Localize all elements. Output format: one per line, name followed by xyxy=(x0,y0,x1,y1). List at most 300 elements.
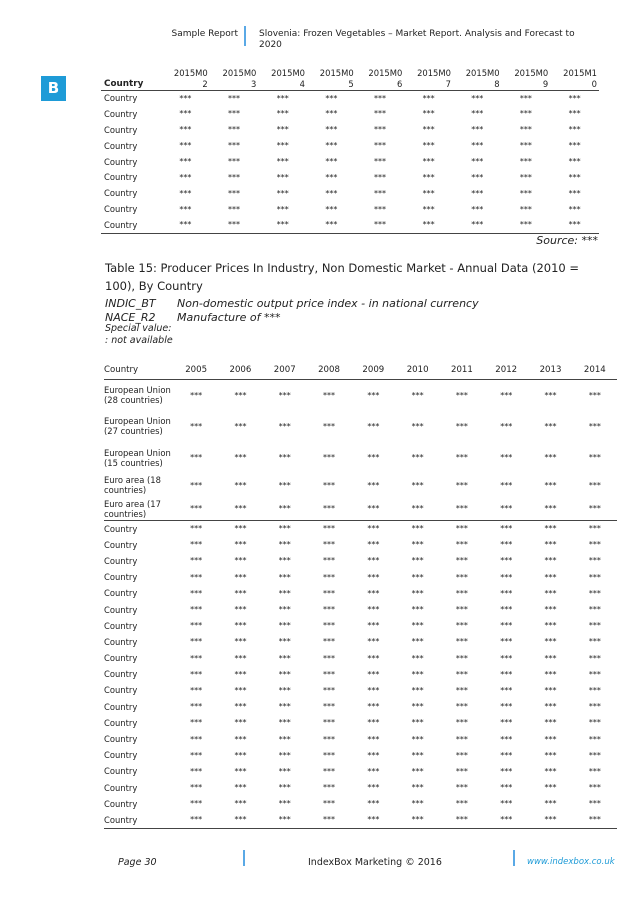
table-cell: *** xyxy=(471,141,484,151)
table-cell: *** xyxy=(323,815,336,825)
table-cell: *** xyxy=(411,480,424,490)
table-cell: *** xyxy=(325,93,338,103)
table-cell: *** xyxy=(411,540,424,550)
table-cell: *** xyxy=(588,524,601,534)
table-cell: *** xyxy=(367,702,380,712)
table-cell: *** xyxy=(411,637,424,647)
table-cell: *** xyxy=(471,157,484,166)
table-cell: *** xyxy=(471,172,484,182)
monthly-table xyxy=(101,67,599,234)
table-cell: *** xyxy=(455,421,468,431)
table-cell: *** xyxy=(411,556,424,566)
table-cell: *** xyxy=(471,188,484,198)
table-cell: *** xyxy=(422,220,435,230)
row-label: Country xyxy=(104,814,138,825)
table-cell: *** xyxy=(544,799,557,809)
table-cell: *** xyxy=(325,141,338,151)
table-cell: *** xyxy=(471,204,484,214)
table-cell: *** xyxy=(422,141,435,151)
table-cell: *** xyxy=(323,669,336,679)
table-cell: *** xyxy=(323,453,336,463)
table-cell: *** xyxy=(519,93,532,103)
table-cell: *** xyxy=(568,109,581,119)
table-row xyxy=(101,90,599,106)
table-cell: *** xyxy=(588,421,601,431)
table-cell: *** xyxy=(278,718,291,728)
table-row xyxy=(104,715,617,731)
table-cell: *** xyxy=(278,588,291,598)
table-cell: *** xyxy=(190,685,203,695)
table-cell: *** xyxy=(234,750,247,760)
table-cell: *** xyxy=(234,524,247,534)
table-cell: *** xyxy=(500,524,513,534)
table-cell: *** xyxy=(455,588,468,598)
table-cell: *** xyxy=(500,815,513,825)
table-cell: *** xyxy=(323,799,336,809)
table-cell: *** xyxy=(373,93,386,103)
table-cell: *** xyxy=(278,783,291,793)
row-label: Euro area (17 countries) xyxy=(104,498,161,519)
table-cell: *** xyxy=(367,390,380,400)
table-cell: *** xyxy=(367,480,380,490)
table-cell: *** xyxy=(190,702,203,712)
table-cell: *** xyxy=(588,556,601,566)
row-label: Country xyxy=(104,588,138,599)
row-label: Country xyxy=(104,701,138,712)
table-row xyxy=(101,217,599,233)
table-row xyxy=(104,618,617,634)
table-cell: *** xyxy=(323,390,336,400)
table-cell: *** xyxy=(367,718,380,728)
table-cell: *** xyxy=(228,93,241,103)
table-cell: *** xyxy=(422,204,435,214)
table-cell: *** xyxy=(455,524,468,534)
table-cell: *** xyxy=(500,605,513,615)
table-cell: *** xyxy=(568,141,581,151)
table-cell: *** xyxy=(500,718,513,728)
table-cell: *** xyxy=(455,669,468,679)
row-label: Country xyxy=(104,124,138,135)
month-line: 5 xyxy=(348,78,354,89)
table-title: Table 15: Producer Prices In Industry, Non Domestic Market - Annual Data (2010 = 100), By Country xyxy=(105,261,580,293)
table-cell: *** xyxy=(367,637,380,647)
table-row xyxy=(104,812,617,828)
table-cell: *** xyxy=(278,524,291,534)
table-cell: *** xyxy=(422,172,435,182)
table-cell: *** xyxy=(234,734,247,744)
table-cell: *** xyxy=(278,504,291,513)
table-cell: *** xyxy=(367,540,380,550)
table-cell: *** xyxy=(228,125,241,135)
column-header-year: 2013 xyxy=(539,365,562,376)
table-row xyxy=(104,780,617,796)
table-cell: *** xyxy=(411,588,424,598)
table-cell: *** xyxy=(455,702,468,712)
table-cell: *** xyxy=(588,621,601,631)
table-cell: *** xyxy=(544,524,557,534)
table-cell: *** xyxy=(179,157,192,166)
column-header-month xyxy=(210,67,259,90)
column-header-country: Country xyxy=(104,365,139,376)
table-cell: *** xyxy=(471,109,484,119)
table-cell: *** xyxy=(455,621,468,631)
table-cell: *** xyxy=(278,605,291,615)
row-label: Country xyxy=(104,523,138,534)
table-cell: *** xyxy=(588,815,601,825)
table-cell: *** xyxy=(278,669,291,679)
table-cell: *** xyxy=(411,783,424,793)
table-cell: *** xyxy=(190,815,203,825)
table-cell: *** xyxy=(278,702,291,712)
table-cell: *** xyxy=(500,799,513,809)
table-cell: *** xyxy=(367,572,380,582)
column-header-year: 2008 xyxy=(318,365,340,376)
table-cell: *** xyxy=(588,799,601,809)
table-cell: *** xyxy=(190,540,203,550)
table-cell: *** xyxy=(588,572,601,582)
table-cell: *** xyxy=(179,188,192,198)
table-cell: *** xyxy=(455,453,468,463)
table-cell: *** xyxy=(588,766,601,776)
table-cell: *** xyxy=(234,556,247,566)
table-cell: *** xyxy=(234,480,247,490)
table-cell: *** xyxy=(455,799,468,809)
month-line: 2015M0 xyxy=(465,67,500,78)
table-cell: *** xyxy=(588,669,601,679)
row-label: Country xyxy=(104,766,138,777)
table-cell: *** xyxy=(568,93,581,103)
header-divider xyxy=(244,26,246,46)
month-line: 2015M0 xyxy=(514,67,549,78)
table-cell: *** xyxy=(190,556,203,566)
special-values xyxy=(105,323,173,346)
indexbox-logo-icon: B xyxy=(41,76,66,101)
table-cell: *** xyxy=(323,588,336,598)
table-cell: *** xyxy=(588,734,601,744)
table-cell: *** xyxy=(179,172,192,182)
row-label: Country xyxy=(104,219,138,230)
row-label: European Union (15 countries) xyxy=(104,447,171,468)
table-cell: *** xyxy=(234,637,247,647)
table-cell: *** xyxy=(455,504,468,513)
table-cell: *** xyxy=(323,504,336,513)
table-cell: *** xyxy=(276,109,289,119)
table-cell: *** xyxy=(228,141,241,151)
table-cell: *** xyxy=(455,637,468,647)
table-cell: *** xyxy=(500,750,513,760)
meta-value: Manufacture of *** xyxy=(177,311,281,324)
column-header-month xyxy=(307,67,356,90)
table-cell: *** xyxy=(373,204,386,214)
month-line: 8 xyxy=(494,78,500,89)
row-label: Country xyxy=(104,620,138,631)
table-cell: *** xyxy=(278,453,291,463)
table-row xyxy=(104,521,617,537)
table-cell: *** xyxy=(544,702,557,712)
row-label: Country xyxy=(104,93,138,104)
table-cell: *** xyxy=(373,220,386,230)
table-cell: *** xyxy=(471,93,484,103)
table-cell: *** xyxy=(190,750,203,760)
table-row xyxy=(104,763,617,779)
table-cell: *** xyxy=(411,524,424,534)
table-cell: *** xyxy=(367,504,380,513)
table-cell: *** xyxy=(500,783,513,793)
table-cell: *** xyxy=(544,540,557,550)
table-cell: *** xyxy=(323,556,336,566)
table-cell: *** xyxy=(411,685,424,695)
table-row xyxy=(101,169,599,185)
table-cell: *** xyxy=(544,669,557,679)
table-cell: *** xyxy=(519,204,532,214)
table-cell: *** xyxy=(588,480,601,490)
row-label: Country xyxy=(104,140,138,151)
table-cell: *** xyxy=(544,637,557,647)
table-cell: *** xyxy=(568,157,581,166)
table-cell: *** xyxy=(588,750,601,760)
table-cell: *** xyxy=(190,637,203,647)
month-line: 2015M0 xyxy=(319,67,354,78)
table-cell: *** xyxy=(500,421,513,431)
table-cell: *** xyxy=(234,540,247,550)
table-cell: *** xyxy=(228,220,241,230)
table-cell: *** xyxy=(544,621,557,631)
table-cell: *** xyxy=(568,172,581,182)
table-cell: *** xyxy=(544,653,557,663)
table-cell: *** xyxy=(323,685,336,695)
table-cell: *** xyxy=(373,125,386,135)
month-line: 0 xyxy=(591,78,597,89)
table-row xyxy=(104,731,617,747)
table-row xyxy=(101,201,599,217)
column-header-month xyxy=(404,67,453,90)
table-cell: *** xyxy=(588,540,601,550)
month-line: 2015M0 xyxy=(417,67,451,78)
table-cell: *** xyxy=(234,685,247,695)
table-cell: *** xyxy=(544,421,557,431)
table-cell: *** xyxy=(367,766,380,776)
table-row xyxy=(104,666,617,682)
row-label: Country xyxy=(104,572,138,583)
table-cell: *** xyxy=(234,815,247,825)
table-cell: *** xyxy=(278,685,291,695)
table-cell: *** xyxy=(234,453,247,463)
table-cell: *** xyxy=(455,605,468,615)
table-cell: *** xyxy=(228,204,241,214)
table-cell: *** xyxy=(179,204,192,214)
table-cell: *** xyxy=(422,157,435,166)
row-label: Country xyxy=(104,782,138,793)
row-label: Country xyxy=(104,636,138,647)
table-cell: *** xyxy=(190,734,203,744)
table-cell: *** xyxy=(411,653,424,663)
month-line: 2 xyxy=(202,78,208,89)
table-cell: *** xyxy=(367,653,380,663)
table-row xyxy=(104,650,617,666)
table-row xyxy=(101,185,599,201)
table-cell: *** xyxy=(500,453,513,463)
table-cell: *** xyxy=(411,799,424,809)
table-cell: *** xyxy=(422,93,435,103)
table-cell: *** xyxy=(519,172,532,182)
table-cell: *** xyxy=(323,653,336,663)
footer-url-link[interactable]: www.indexbox.co.uk xyxy=(527,857,615,867)
table-cell: *** xyxy=(325,204,338,214)
table-cell: *** xyxy=(179,93,192,103)
column-header-year: 2005 xyxy=(185,365,208,376)
table-cell: *** xyxy=(367,524,380,534)
table-cell: *** xyxy=(276,93,289,103)
table-cell: *** xyxy=(325,157,338,166)
month-line: 6 xyxy=(396,78,403,89)
table-cell: *** xyxy=(544,750,557,760)
column-header-month xyxy=(550,67,599,90)
table-cell: *** xyxy=(190,653,203,663)
table-cell: *** xyxy=(367,669,380,679)
table-cell: *** xyxy=(373,109,386,119)
table-row xyxy=(104,474,617,498)
row-label: Country xyxy=(104,717,138,728)
table-cell: *** xyxy=(500,621,513,631)
table-cell: *** xyxy=(471,220,484,230)
table-cell: *** xyxy=(278,799,291,809)
table-cell: *** xyxy=(367,453,380,463)
table-cell: *** xyxy=(276,125,289,135)
row-label: Country xyxy=(104,734,138,745)
table-cell: *** xyxy=(190,421,203,431)
table-cell: *** xyxy=(411,734,424,744)
table-cell: *** xyxy=(323,572,336,582)
row-label: European Union (28 countries) xyxy=(104,385,171,405)
table-cell: *** xyxy=(500,556,513,566)
table-cell: *** xyxy=(234,799,247,809)
table-cell: *** xyxy=(500,766,513,776)
table-cell: *** xyxy=(455,572,468,582)
table-cell: *** xyxy=(190,390,203,400)
column-header-year: 2006 xyxy=(229,365,252,376)
header-report-label: Sample Report xyxy=(171,29,238,39)
table-cell: *** xyxy=(455,783,468,793)
table-cell: *** xyxy=(500,588,513,598)
table-cell: *** xyxy=(234,621,247,631)
table-cell: *** xyxy=(500,480,513,490)
table-cell: *** xyxy=(455,815,468,825)
column-header-year: 2014 xyxy=(583,365,606,376)
table-cell: *** xyxy=(278,621,291,631)
table-cell: *** xyxy=(455,480,468,490)
table-cell: *** xyxy=(190,453,203,463)
table-cell: *** xyxy=(422,109,435,119)
table-cell: *** xyxy=(500,572,513,582)
header-title: Slovenia: Frozen Vegetables – Market Report. Analysis and Forecast to 2020 xyxy=(259,29,575,50)
table-cell: *** xyxy=(228,188,241,198)
table-cell: *** xyxy=(544,588,557,598)
table-cell: *** xyxy=(179,109,192,119)
table-cell: *** xyxy=(500,685,513,695)
table-cell: *** xyxy=(325,220,338,230)
table-cell: *** xyxy=(179,141,192,151)
table-cell: *** xyxy=(455,540,468,550)
table-cell: *** xyxy=(568,188,581,198)
row-label: Country xyxy=(104,204,138,215)
table-cell: *** xyxy=(190,588,203,598)
table-cell: *** xyxy=(234,504,247,513)
table-cell: *** xyxy=(411,766,424,776)
table-row xyxy=(104,442,617,474)
table-cell: *** xyxy=(500,702,513,712)
table-cell: *** xyxy=(323,718,336,728)
meta-row xyxy=(105,297,479,311)
table-cell: *** xyxy=(323,524,336,534)
row-label: Country xyxy=(104,685,138,696)
table-cell: *** xyxy=(500,390,513,400)
table-cell: *** xyxy=(588,605,601,615)
table-cell: *** xyxy=(544,572,557,582)
table-row xyxy=(104,796,617,812)
table-cell: *** xyxy=(411,718,424,728)
table-cell: *** xyxy=(278,572,291,582)
table-cell: *** xyxy=(323,783,336,793)
table-row xyxy=(104,379,617,411)
table-cell: *** xyxy=(367,750,380,760)
column-header-month xyxy=(161,67,210,90)
table-cell: *** xyxy=(190,621,203,631)
table-cell: *** xyxy=(519,109,532,119)
table-cell: *** xyxy=(278,653,291,663)
month-line: 4 xyxy=(299,78,306,89)
table-cell: *** xyxy=(471,125,484,135)
special-value: : not available xyxy=(105,334,173,346)
table-cell: *** xyxy=(325,109,338,119)
table-cell: *** xyxy=(568,125,581,135)
table-cell: *** xyxy=(278,766,291,776)
table-cell: *** xyxy=(422,188,435,198)
table-cell: *** xyxy=(373,188,386,198)
row-label: Country xyxy=(104,669,138,680)
meta-value: Non-domestic output price index - in national currency xyxy=(177,297,479,310)
column-header-year: 2010 xyxy=(406,365,429,376)
table-cell: *** xyxy=(234,653,247,663)
table-cell: *** xyxy=(367,799,380,809)
table-cell: *** xyxy=(190,605,203,615)
table-cell: *** xyxy=(276,220,289,230)
table-cell: *** xyxy=(411,621,424,631)
table-row xyxy=(104,601,617,617)
table-cell: *** xyxy=(234,718,247,728)
table-cell: *** xyxy=(588,783,601,793)
column-header-year: 2007 xyxy=(273,365,296,376)
table-cell: *** xyxy=(190,766,203,776)
table-cell: *** xyxy=(544,453,557,463)
table-cell: *** xyxy=(544,766,557,776)
table-row xyxy=(101,122,599,138)
month-line: 2015M0 xyxy=(173,67,208,78)
table-cell: *** xyxy=(544,504,557,513)
table-cell: *** xyxy=(519,157,532,166)
table-cell: *** xyxy=(500,540,513,550)
table-row xyxy=(104,553,617,569)
table-cell: *** xyxy=(455,750,468,760)
table-cell: *** xyxy=(190,504,203,513)
table-cell: *** xyxy=(323,621,336,631)
table-row xyxy=(104,569,617,585)
table-cell: *** xyxy=(234,766,247,776)
table-cell: *** xyxy=(411,572,424,582)
table-cell: *** xyxy=(367,421,380,431)
table-source: Source: *** xyxy=(536,234,598,247)
footer-page-number: Page 30 xyxy=(118,857,157,868)
table-cell: *** xyxy=(190,799,203,809)
